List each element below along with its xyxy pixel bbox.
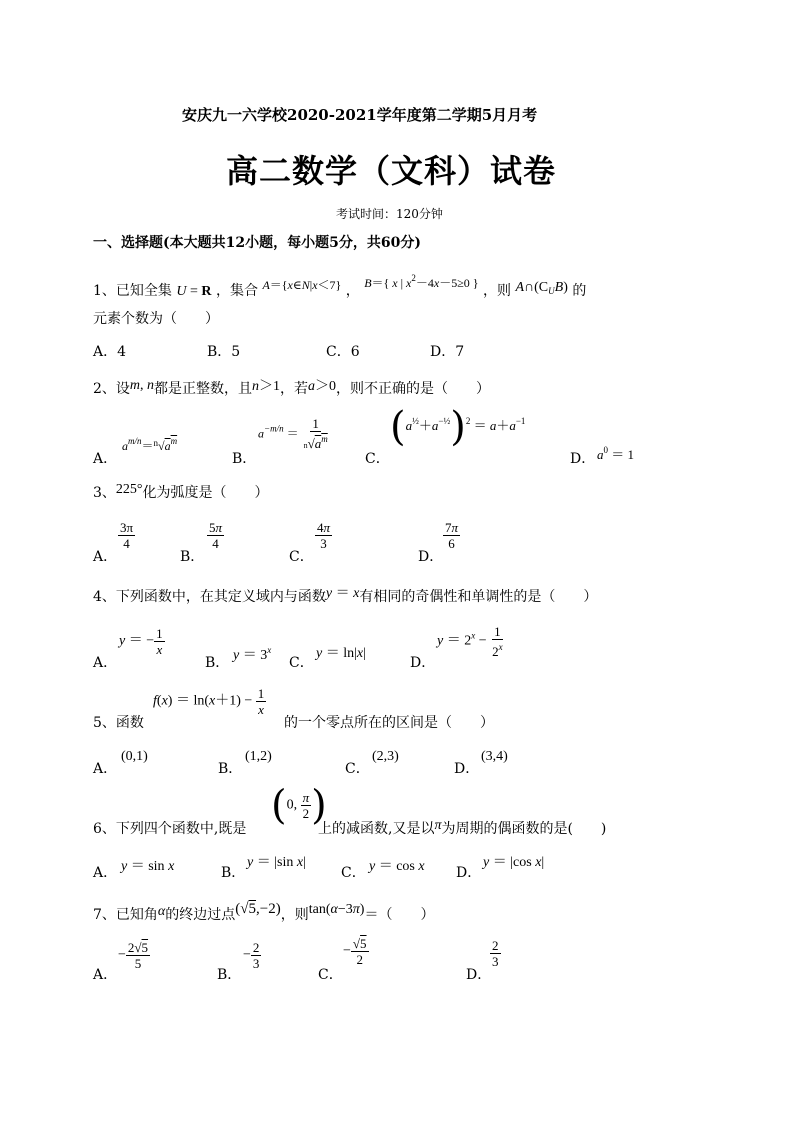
question-4: 4、下列函数中，在其定义域内与函数y ＝ x有相同的奇偶性和单调性的是（ ） [93, 586, 598, 605]
q6-c-expr: y ＝ cos x [369, 859, 425, 874]
question-6-mid: 上的减函数,又是以π为周期的偶函数的是( ) [318, 818, 607, 837]
q7-option-b: B． [217, 967, 242, 983]
q2-option-c: C． [365, 451, 390, 467]
q7-option-a: A． [93, 967, 118, 983]
question-7: 7、已知角α的终边过点(√5,−2)，则tan(α−3π)＝（ ） [93, 901, 435, 923]
question-5-suffix: 的一个零点所在的区间是（ ） [284, 715, 494, 731]
q3-option-c: C． [289, 549, 314, 565]
question-1-line1: 1、已知全集 U = R ，集合 A＝{x∈N|x＜7} ， B＝{ x | $x^2-4x-5\ge 0$ } ，则 $A\cap(C_UB)$ 的 [93, 273, 587, 299]
q4-option-a: A． [93, 655, 118, 671]
q3-option-d: D． [418, 549, 444, 565]
section-heading: 一、选择题(本大题共12小题，每小题5分，共60分) [93, 235, 421, 251]
q1-option-a: A．4 [93, 344, 127, 360]
q5-option-a: A． [93, 761, 118, 777]
q5-function: f(x) ＝ ln(x＋1) − $\frac{1}{x}$ [153, 686, 265, 717]
q4-option-d: D． [410, 655, 436, 671]
q7-option-d: D． [466, 967, 492, 983]
q6-option-b: B． [221, 865, 246, 881]
q4-option-c: C． [289, 655, 314, 671]
q3-a-frac: $\frac{3\pi}{4}$ [120, 520, 134, 551]
q5-c-expr: (2,3) [372, 749, 399, 764]
q4-c-expr: y ＝ ln|x| [316, 646, 366, 661]
q4-b-expr: $y = 3^x$ [233, 645, 272, 663]
q6-option-a: A． [93, 865, 118, 881]
q6-b-expr: y ＝ |sin x| [247, 855, 306, 870]
q5-b-expr: (1,2) [245, 749, 272, 764]
q7-option-c: C． [318, 967, 343, 983]
q3-b-frac: $\frac{5\pi}{4}$ [209, 520, 223, 551]
question-3: 3、225°化为弧度是（ ） [93, 482, 269, 501]
q3-option-a: A． [93, 549, 118, 565]
q1-option-c: C．6 [326, 344, 360, 360]
exam-time: 考试时间：120分钟 [336, 207, 443, 221]
q4-a-expr: y ＝ − $\frac{1}{x}$ [119, 626, 163, 657]
q7-b-expr: − $\frac{2}{3}$ [243, 940, 260, 971]
q2-option-b: B． [232, 451, 257, 467]
q3-c-frac: $\frac{4\pi}{3}$ [317, 520, 331, 551]
question-5-label: 5、函数 [93, 715, 144, 731]
q6-d-expr: y ＝ |cos x| [483, 855, 545, 870]
q7-d-expr: $\frac{2}{3}$ [492, 938, 499, 969]
q6-interval: (0, $\frac{\pi}{2}$ ) [271, 782, 327, 829]
q1-option-b: B．5 [207, 344, 241, 360]
q2-option-a: A． [93, 451, 118, 467]
q5-a-expr: (0,1) [121, 749, 148, 764]
q2-option-d: D． [570, 451, 596, 467]
q6-option-c: C． [341, 865, 366, 881]
q2-d-expr: $a^0 = 1$ [597, 445, 635, 462]
q5-d-expr: (3,4) [481, 749, 508, 764]
q4-d-expr: $y = 2^x$ − $\frac{1}{2^x}$ [437, 624, 503, 659]
q3-option-b: B． [180, 549, 205, 565]
q1-option-d: D．7 [430, 344, 465, 360]
q5-option-c: C． [345, 761, 370, 777]
school-line: 安庆九一六学校2020-2021学年度第二学期5月月考 [182, 106, 538, 124]
q6-a-expr: y ＝ sin x [121, 859, 175, 874]
q2-c-expr: $(a^{\frac{1}{2}}+a^{-\frac{1}{2}})^2 = a+a^{-1}$ [390, 404, 526, 450]
q2-b-expr: $a^{-m/n}$ ＝ $\frac{1}{n√a^m}$ [258, 416, 328, 451]
q5-option-b: B． [218, 761, 243, 777]
question-6-label: 6、下列四个函数中,既是 [93, 821, 247, 837]
question-1-line2: 元素个数为（ ） [93, 311, 219, 327]
q6-option-d: D． [456, 865, 482, 881]
q7-c-expr: − $\frac{√5}{2}$ [343, 936, 367, 967]
q7-a-expr: − $\frac{2√5}{5}$ [118, 940, 149, 971]
q5-option-d: D． [454, 761, 480, 777]
question-2: 2、设m, n都是正整数，且n＞1，若a＞0，则不正确的是（ ） [93, 378, 491, 397]
q4-option-b: B． [205, 655, 230, 671]
q3-d-frac: $\frac{7\pi}{6}$ [445, 520, 459, 551]
q2-a-expr: $a^{m/n}=^n√a^m$ [122, 436, 178, 453]
page-title: 高二数学（文科）试卷 [226, 152, 557, 190]
